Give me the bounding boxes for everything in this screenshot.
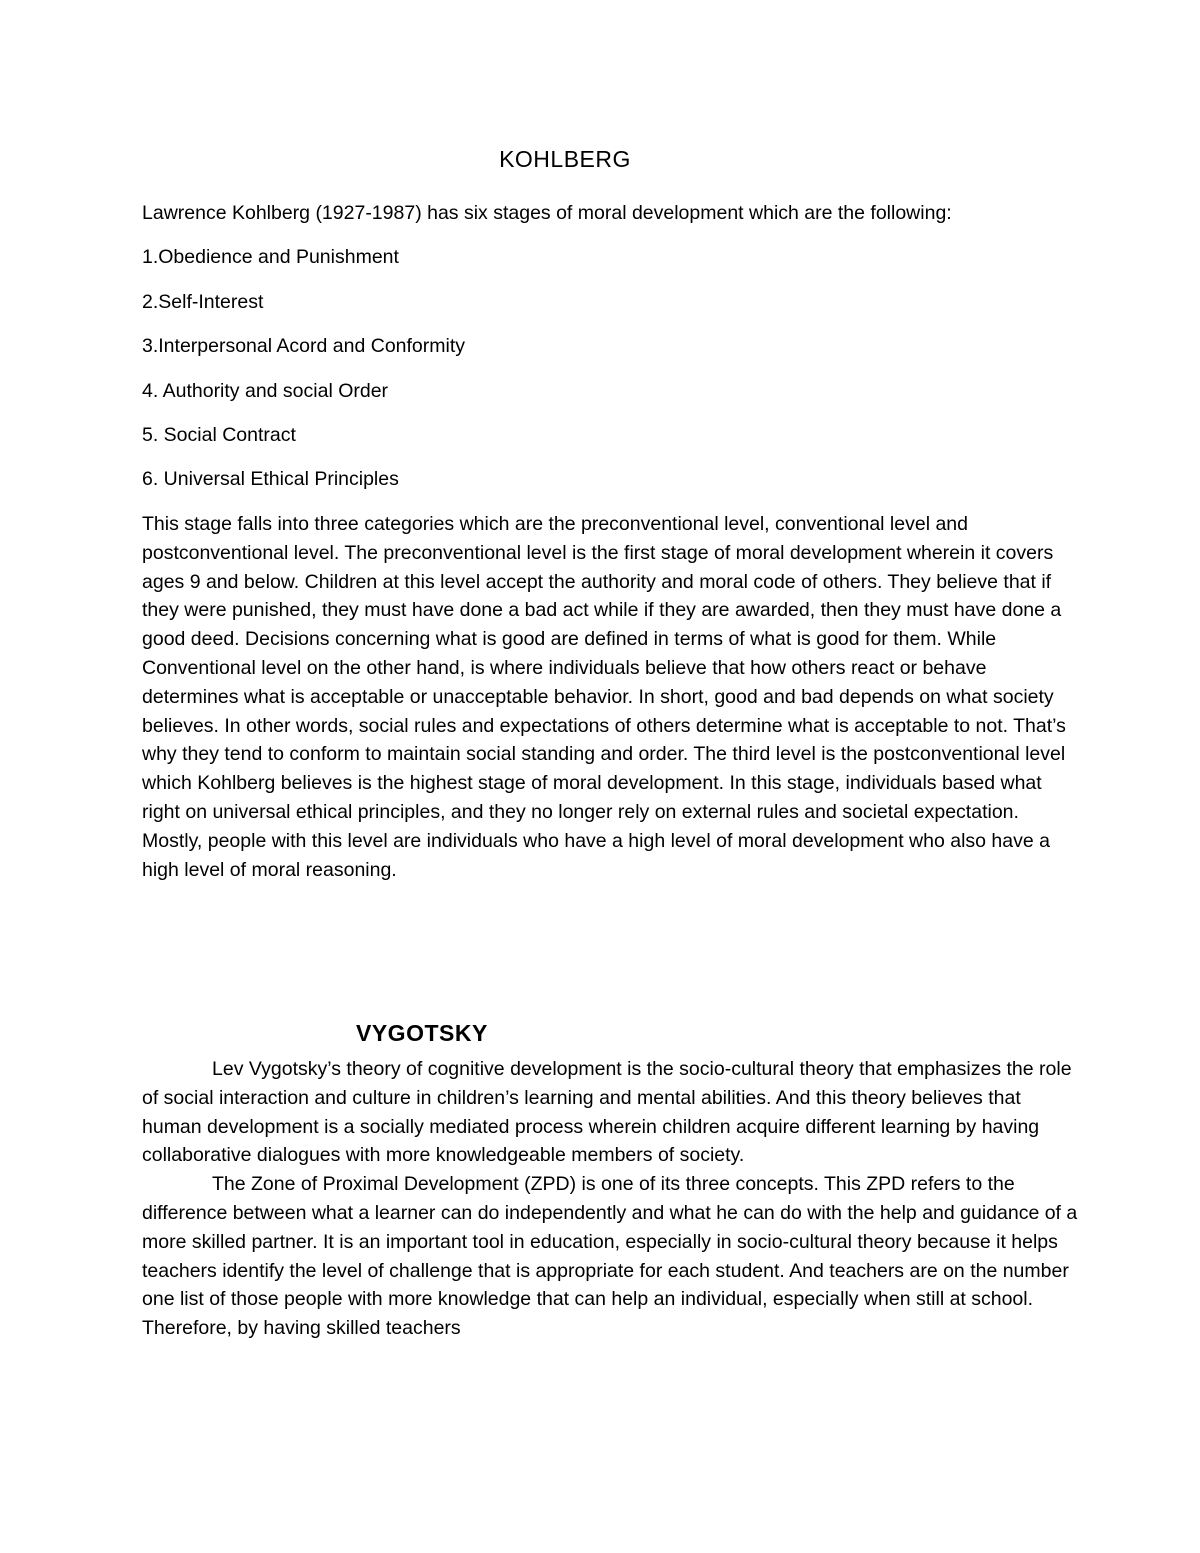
vygotsky-paragraph-2: The Zone of Proximal Development (ZPD) is one of its three concepts. This ZPD refers to the difference between what a learner can do independently and what he can do with the help and guidance of a more skilled partner. It is an important tool in education, especially in socio-cultural theory because it helps teachers identify the level of challenge that is appropriate for each student. And teachers are on the number one list of those people with more knowledge that can help an individual, especially when still at school. Therefore, by having skilled teachers — [142, 1173, 1078, 1340]
stage-item: 5. Social Contract — [142, 424, 296, 446]
vygotsky-paragraph-1: Lev Vygotsky’s theory of cognitive development is the socio-cultural theory that emphasizes the role of social interaction and culture in children’s learning and mental abilities. And this theory believes that human development is a socially mediated process wherein children acquire different learning by having collaborative dialogues with more knowledgeable members of society. — [142, 1058, 1072, 1167]
stage-item: 6. Universal Ethical Principles — [142, 468, 399, 490]
stage-item: 2.Self-Interest — [142, 291, 264, 313]
stage-item: 4. Authority and social Order — [142, 380, 389, 402]
stage-item: 1.Obedience and Punishment — [142, 246, 399, 268]
vygotsky-heading: VYGOTSKY — [356, 1020, 488, 1046]
kohlberg-intro: Lawrence Kohlberg (1927-1987) has six stages of moral development which are the following: — [142, 202, 952, 224]
stage-item: 3.Interpersonal Acord and Conformity — [142, 335, 466, 357]
kohlberg-body-paragraph: This stage falls into three categories which are the preconventional level, conventional level and postconventional level. The preconventional level is the first stage of moral development wherein it covers ages 9 and below. Children at this level accept the authority and moral code of others. They believe that if they were punished, they must have done a bad act while if they are awarded, then they must have done a good deed. Decisions concerning what is good are defined in terms of what is good for them. While Conventional level on the other hand, is where individuals believe that how others react or behave determines what is acceptable or unacceptable behavior. In short, good and bad depends on what society believes. In other words, social rules and expectations of others determine what is acceptable to not. That’s why they tend to conform to maintain social standing and order. The third level is the postconventional level which Kohlberg believes is the highest stage of moral development. In this stage, individuals based what right on universal ethical principles, and they no longer rely on external rules and societal expectation. Mostly, people with this level are individuals who have a high level of moral development who also have a high level of moral reasoning. — [142, 513, 1066, 881]
vygotsky-body — [142, 1055, 1082, 1343]
kohlberg-heading: KOHLBERG — [499, 146, 631, 172]
